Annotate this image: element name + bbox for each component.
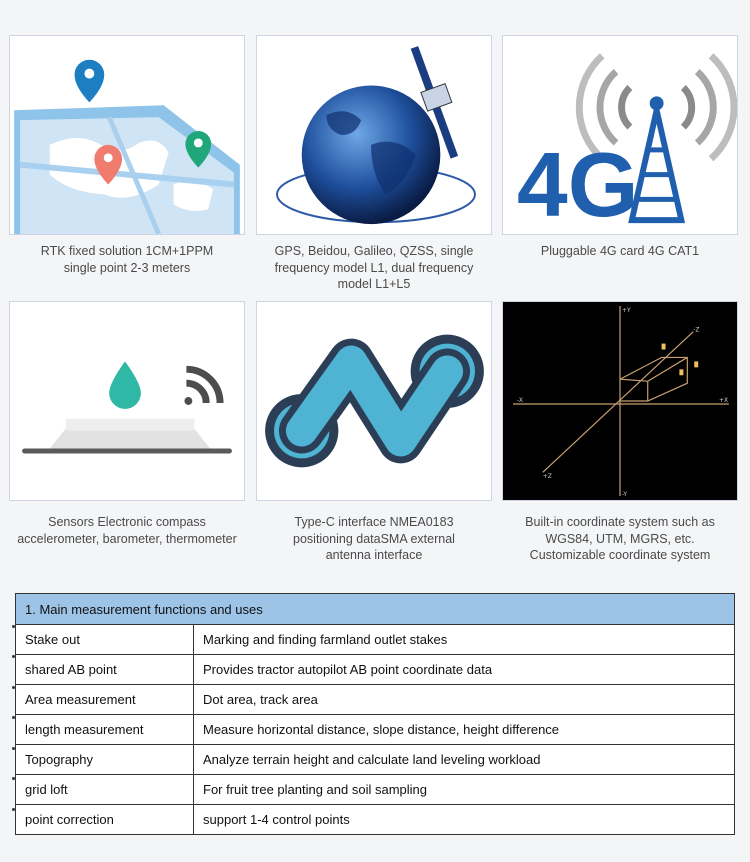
map-pin-icon — [10, 36, 244, 234]
table-title: 1. Main measurement functions and uses — [16, 594, 735, 625]
function-name: shared AB point — [16, 655, 194, 685]
function-name: Stake out — [16, 625, 194, 655]
function-name: Area measurement — [16, 685, 194, 715]
feature-card-interface — [256, 301, 492, 501]
table-row — [16, 625, 735, 655]
axis-label-neg-x: -X — [517, 396, 523, 404]
coordinate-axes-icon — [503, 302, 737, 500]
function-desc: Marking and finding farmland outlet stakes — [194, 625, 735, 655]
function-name: grid loft — [16, 775, 194, 805]
function-name: point correction — [16, 805, 194, 835]
axis-label-pos-x: +X — [719, 396, 729, 404]
function-name: Topography — [16, 745, 194, 775]
feature-caption-rtk: RTK fixed solution 1CM+1PPM single point 2-3 meters — [40, 244, 214, 275]
axis-label-pos-y: +Y — [621, 306, 631, 314]
function-desc: Measure horizontal distance, slope distance, height difference — [194, 715, 735, 745]
row-bullet — [12, 686, 15, 689]
function-desc: support 1-4 control points — [194, 805, 735, 835]
feature-card-coordinates — [502, 301, 738, 501]
function-desc: Provides tractor autopilot AB point coordinate data — [194, 655, 735, 685]
badge-4g: 4G — [517, 135, 639, 234]
tower-4g-icon — [503, 36, 737, 234]
feature-caption-gnss: GPS, Beidou, Galileo, QZSS, single frequency model L1, dual frequency model L1+L5 — [274, 244, 474, 291]
row-bullet — [12, 716, 15, 719]
feature-card-gnss — [256, 35, 492, 235]
sensor-icon — [10, 302, 244, 500]
axis-label-neg-z: -Z — [693, 326, 700, 334]
row-bullet — [12, 747, 15, 750]
feature-caption-coordinates: Built-in coordinate system such as WGS84, UTM, MGRS, etc. Customizable coordinate system — [525, 515, 715, 562]
feature-caption-interface: Type-C interface NMEA0183 positioning dataSMA external antenna interface — [293, 515, 455, 562]
feature-card-sensor — [9, 301, 245, 501]
axis-label-pos-z: +Z — [542, 473, 552, 481]
table-row — [16, 805, 735, 835]
table-row — [16, 685, 735, 715]
feature-caption-4g: Pluggable 4G card 4G CAT1 — [540, 244, 700, 258]
function-desc: Dot area, track area — [194, 685, 735, 715]
function-desc: For fruit tree planting and soil sampling — [194, 775, 735, 805]
functions-table — [15, 593, 735, 835]
row-bullet — [12, 625, 15, 628]
feature-card-4g — [502, 35, 738, 235]
interface-icon — [257, 302, 491, 500]
row-bullet — [12, 777, 15, 780]
function-name: length measurement — [16, 715, 194, 745]
row-bullet — [12, 655, 15, 658]
row-bullet — [12, 808, 15, 811]
table-row — [16, 745, 735, 775]
feature-card-rtk — [9, 35, 245, 235]
globe-satellite-icon — [257, 36, 491, 234]
axis-label-neg-y: -Y — [621, 491, 628, 499]
table-row — [16, 655, 735, 685]
function-desc: Analyze terrain height and calculate land leveling workload — [194, 745, 735, 775]
table-row — [16, 775, 735, 805]
table-row — [16, 715, 735, 745]
feature-caption-sensor: Sensors Electronic compass accelerometer, barometer, thermometer — [17, 515, 237, 546]
